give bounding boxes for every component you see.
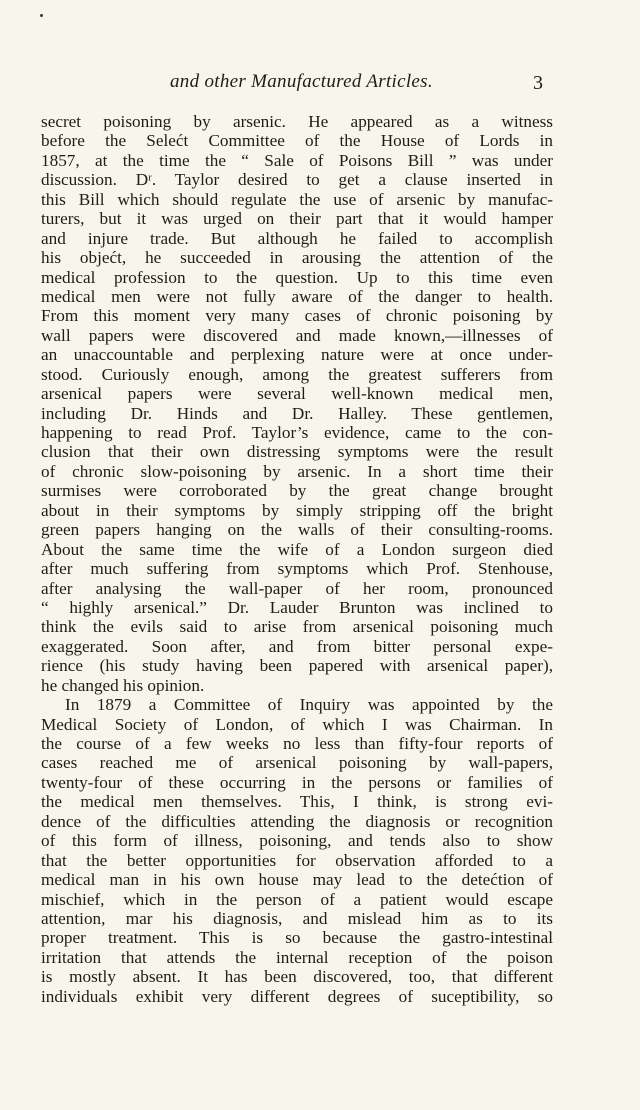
ink-speck bbox=[40, 14, 43, 17]
text-line: think the evils said to arise from arsenical poisoning much bbox=[41, 617, 553, 637]
text-line: dence of the difficulties attending the diagnosis or recognition bbox=[41, 811, 553, 831]
text-line: twenty-four of these occurring in the persons or families of bbox=[41, 772, 553, 792]
text-line: rience (his study having been papered with arsenical paper), bbox=[41, 656, 553, 676]
text-line: individuals exhibit very different degrees of suceptibility, so bbox=[41, 986, 553, 1006]
text-line: cases reached me of arsenical poisoning by wall-papers, bbox=[41, 753, 553, 773]
text-line: is mostly absent. It has been discovered, too, that different bbox=[41, 967, 553, 987]
paragraph-1 bbox=[41, 112, 553, 695]
text-line: an unaccountable and perplexing nature were at once under- bbox=[41, 345, 553, 365]
text-line: before the Selećt Committee of the House of Lords in bbox=[41, 131, 553, 151]
running-head: and other Manufactured Articles. bbox=[170, 71, 433, 92]
text-line: about in their symptoms by simply stripping off the bright bbox=[41, 500, 553, 520]
text-line: discussion. Dʳ. Taylor desired to get a clause inserted in bbox=[41, 170, 553, 190]
text-line: after analysing the wall-paper of her room, pronounced bbox=[41, 578, 553, 598]
text-line: irritation that attends the internal reception of the poison bbox=[41, 947, 553, 967]
text-line: turers, but it was urged on their part that it would hamper bbox=[41, 209, 553, 229]
page-number: 3 bbox=[533, 72, 543, 94]
text-line: From this moment very many cases of chronic poisoning by bbox=[41, 306, 553, 326]
text-line: surmises were corroborated by the great change brought bbox=[41, 481, 553, 501]
text-line: the course of a few weeks no less than fifty-four reports of bbox=[41, 734, 553, 753]
text-line: exaggerated. Soon after, and from bitter personal expe- bbox=[41, 636, 553, 656]
text-line: happening to read Prof. Taylor’s evidence, came to the con- bbox=[41, 423, 553, 442]
paragraph-2 bbox=[41, 695, 553, 1006]
text-line: including Dr. Hinds and Dr. Halley. These gentlemen, bbox=[41, 403, 553, 423]
text-line: secret poisoning by arsenic. He appeared as a witness bbox=[41, 112, 553, 131]
text-line: stood. Curiously enough, among the greatest sufferers from bbox=[41, 364, 553, 384]
text-line: medical profession to the question. Up to this time even bbox=[41, 267, 553, 287]
text-line: 1857, at the time the “ Sale of Poisons Bill ” was under bbox=[41, 150, 553, 170]
text-line: arsenical papers were several well-known medical men, bbox=[41, 384, 553, 404]
text-line: the medical men themselves. This, I think, is strong evi- bbox=[41, 792, 553, 812]
text-line: he changed his opinion. bbox=[41, 675, 205, 695]
text-line: wall papers were discovered and made known,—illnesses of bbox=[41, 325, 553, 345]
text-line: of chronic slow-poisoning by arsenic. In a short time their bbox=[41, 461, 553, 481]
text-line: green papers hanging on the walls of their consulting-rooms. bbox=[41, 520, 553, 540]
text-line: and injure trade. But although he failed to accomplish bbox=[41, 228, 553, 248]
text-line: medical men were not fully aware of the danger to health. bbox=[41, 286, 553, 306]
text-line: medical man in his own house may lead to the detećtion of bbox=[41, 870, 553, 890]
text-line: In 1879 a Committee of Inquiry was appointed by the bbox=[65, 695, 553, 715]
text-line: proper treatment. This is so because the gastro-intestinal bbox=[41, 928, 553, 948]
text-line: after much suffering from symptoms which Prof. Stenhouse, bbox=[41, 559, 553, 579]
text-line: this Bill which should regulate the use of arsenic by manufac- bbox=[41, 189, 553, 209]
text-line: mischief, which in the person of a patient would escape bbox=[41, 889, 553, 909]
text-line: Medical Society of London, of which I was Chairman. In bbox=[41, 714, 553, 734]
text-line: attention, mar his diagnosis, and mislead him as to its bbox=[41, 908, 553, 928]
body-text bbox=[41, 112, 553, 1006]
text-line: that the better opportunities for observation afforded to a bbox=[41, 850, 553, 870]
text-line: About the same time the wife of a London surgeon died bbox=[41, 539, 553, 559]
text-line: clusion that their own distressing symptoms were the result bbox=[41, 442, 553, 462]
text-line: his objećt, he succeeded in arousing the attention of the bbox=[41, 248, 553, 268]
text-line: “ highly arsenical.” Dr. Lauder Brunton was inclined to bbox=[41, 597, 553, 617]
text-line: of this form of illness, poisoning, and tends also to show bbox=[41, 831, 553, 851]
